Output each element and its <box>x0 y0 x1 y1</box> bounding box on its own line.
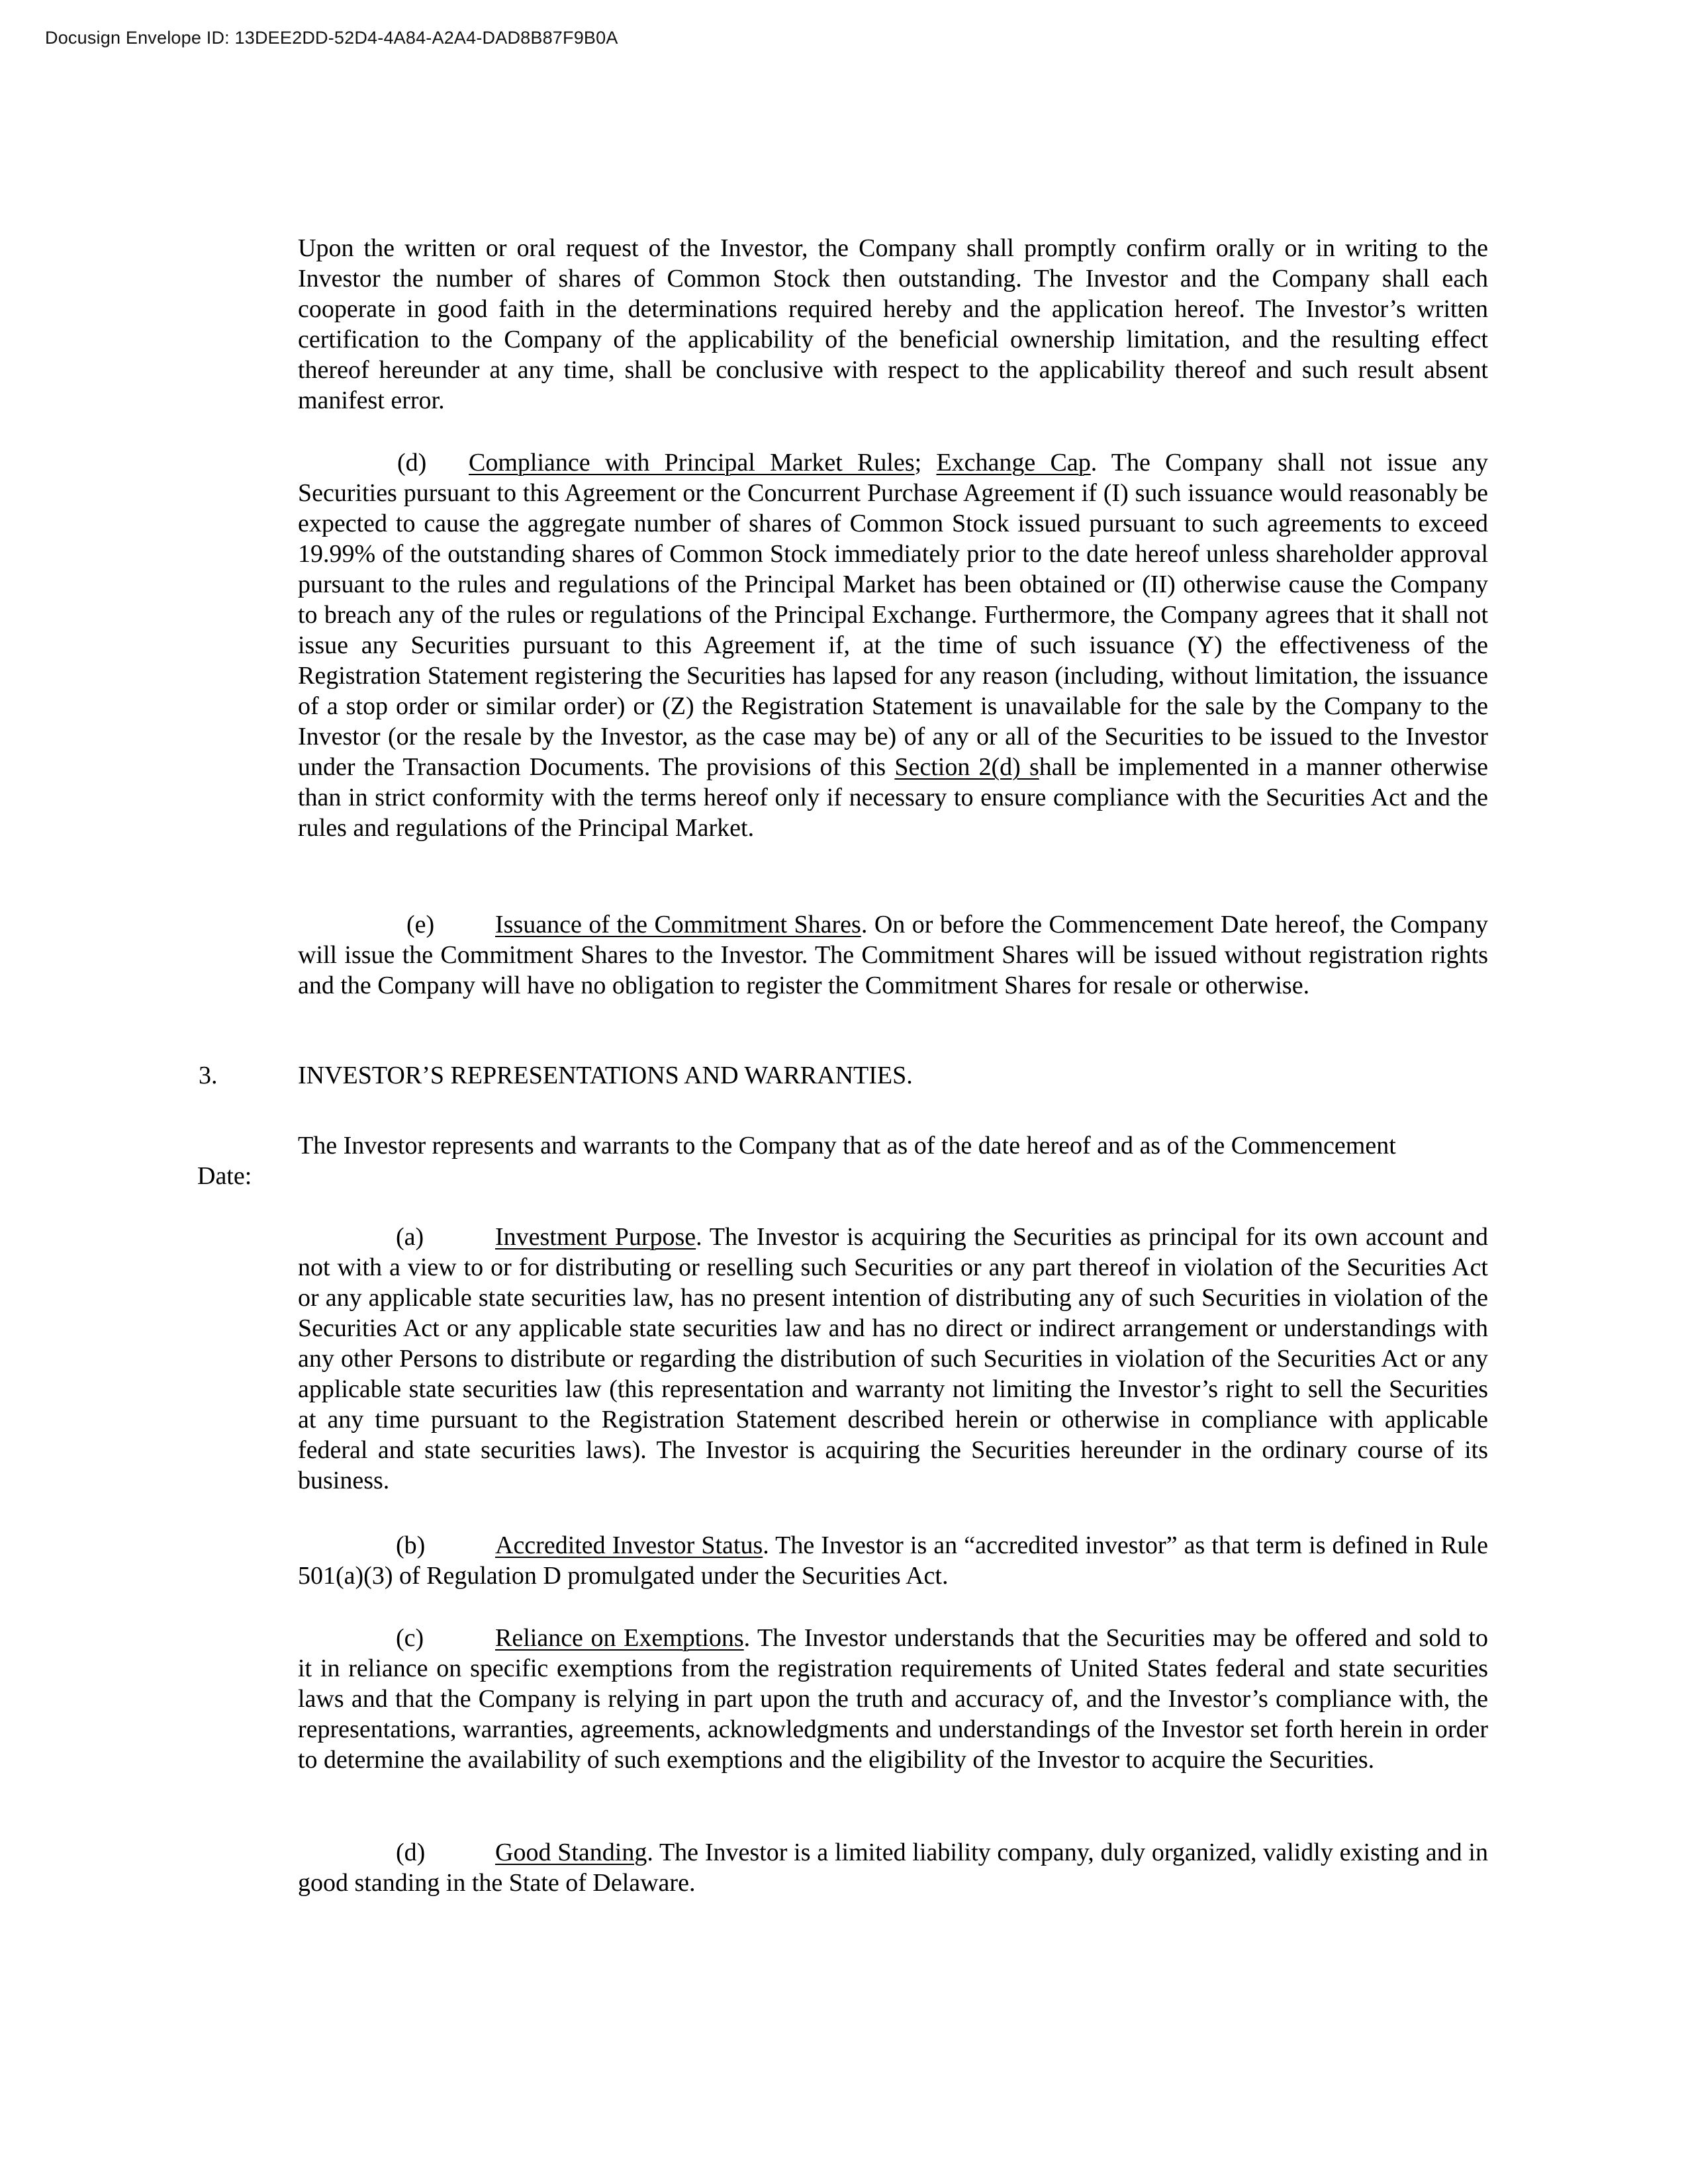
section-2e-title: Issuance of the Commitment Shares <box>495 911 861 938</box>
section-2d-title-1: Compliance with Principal Market Rules <box>469 449 915 477</box>
section-3c-paragraph <box>298 1623 1488 1775</box>
section-3-number: 3. <box>199 1062 218 1089</box>
section-3b-body: . The Investor is an “accredited investor” as that term is defined in Rule 501(a)(3) of Regulation D promulgated under the Securities Act. <box>298 1531 1488 1590</box>
section-3d-paragraph <box>298 1837 1488 1898</box>
section-2e-paragraph <box>298 909 1488 1001</box>
section-2e-number: (e) <box>406 911 435 938</box>
section-2d-reference: Section 2(d) s <box>894 753 1039 781</box>
section-3c-body: . The Investor understands that the Securities may be offered and sold to it in reliance on specific exemptions from the registration requirements of United States federal and state securities laws and that the Company is relying in part upon the truth and accuracy of, and the Investor’s compliance with, the representations, warranties, agreements, acknowledgments and understandings of the Investor set forth herein in order to determine the availability of such exemptions and the eligibility of the Investor to acquire the Securities. <box>298 1624 1488 1774</box>
section-3b-title: Accredited Investor Status <box>495 1531 763 1559</box>
section-3b-paragraph <box>298 1530 1488 1591</box>
section-2d-body-2: hall be implemented in a manner otherwise than in strict conformity with the terms hereof only if necessary to ensure compliance with the Securities Act and the rules and regulations of the Principal Market. <box>298 753 1489 842</box>
section-3c-number: (c) <box>396 1624 424 1652</box>
section-3a-number: (a) <box>396 1223 424 1251</box>
section-2d-paragraph <box>298 447 1488 843</box>
section-2d-title-2: Exchange Cap <box>936 449 1091 477</box>
section-3d-title: Good Standing <box>495 1839 647 1866</box>
section-3-intro: The Investor represents and warrants to the Company that as of the date hereof and as of the Commencement <box>298 1132 1396 1160</box>
section-3a-body: . The Investor is acquiring the Securities as principal for its own account and not with a view to or for distributing or reselling such Securities or any part thereof in violation of the Securities Act or any applicable state securities law, has no present intention of distributing any of such Securities in violation of the Securities Act or any applicable state securities law and has no direct or indirect arrangement or understandings with any other Persons to distribute or regarding the distribution of such Securities in violation of the Securities Act or any applicable state securities law (this representation and warranty not limiting the Investor’s right to sell the Securities at any time pursuant to the Registration Statement described herein or otherwise in compliance with applicable federal and state securities laws). The Investor is acquiring the Securities hereunder in the ordinary course of its business. <box>298 1223 1489 1494</box>
continuation-text: Upon the written or oral request of the Investor, the Company shall promptly confirm orally or in writing to the Investor the number of shares of Common Stock then outstanding. The Investor and the Company shall each cooperate in good faith in the determinations required hereby and the application hereof. The Investor’s written certification to the Company of the applicability of the beneficial ownership limitation, and the resulting effect thereof hereunder at any time, shall be conclusive with respect to the applicability thereof and such result absent manifest error. <box>298 234 1488 414</box>
section-2e-body: . On or before the Commencement Date hereof, the Company will issue the Commitment Shares to the Investor. The Commitment Shares will be issued without registration rights and the Company will have no obligation to register the Commitment Shares for resale or otherwise. <box>298 911 1488 999</box>
section-3b-number: (b) <box>396 1531 426 1559</box>
section-3-title: INVESTOR’S REPRESENTATIONS AND WARRANTIES. <box>298 1062 913 1089</box>
section-2d-number: (d) <box>397 449 427 477</box>
section-3c-title: Reliance on Exemptions <box>495 1624 744 1652</box>
docusign-envelope-id: Docusign Envelope ID: 13DEE2DD-52D4-4A84-A2A4-DAD8B87F9B0A <box>45 28 618 48</box>
continuation-paragraph <box>298 233 1488 416</box>
section-3d-body: . The Investor is a limited liability company, duly organized, validly existing and in good standing in the State of Delaware. <box>298 1839 1488 1897</box>
section-3d-number: (d) <box>396 1839 426 1866</box>
section-2d-separator: ; <box>914 449 937 477</box>
section-3-intro-date: Date: <box>197 1162 252 1190</box>
section-3a-title: Investment Purpose <box>495 1223 696 1251</box>
section-3a-paragraph <box>298 1222 1488 1496</box>
section-2d-body-1: . The Company shall not issue any Securities pursuant to this Agreement or the Concurrent Purchase Agreement if (I) such issuance would reasonably be expected to cause the aggregate number of shares of Common Stock issued pursuant to such agreements to exceed 19.99% of the outstanding shares of Common Stock immediately prior to the date hereof unless shareholder approval pursuant to the rules and regulations of the Principal Market has been obtained or (II) otherwise cause the Company to breach any of the rules or regulations of the Principal Exchange. Furthermore, the Company agrees that it shall not issue any Securities pursuant to this Agreement if, at the time of such issuance (Y) the effectiveness of the Registration Statement registering the Securities has lapsed for any reason (including, without limitation, the issuance of a stop order or similar order) or (Z) the Registration Statement is unavailable for the sale by the Company to the Investor (or the resale by the Investor, as the case may be) of any or all of the Securities to be issued to the Investor under the Transaction Documents. The provisions of this <box>298 449 1488 781</box>
